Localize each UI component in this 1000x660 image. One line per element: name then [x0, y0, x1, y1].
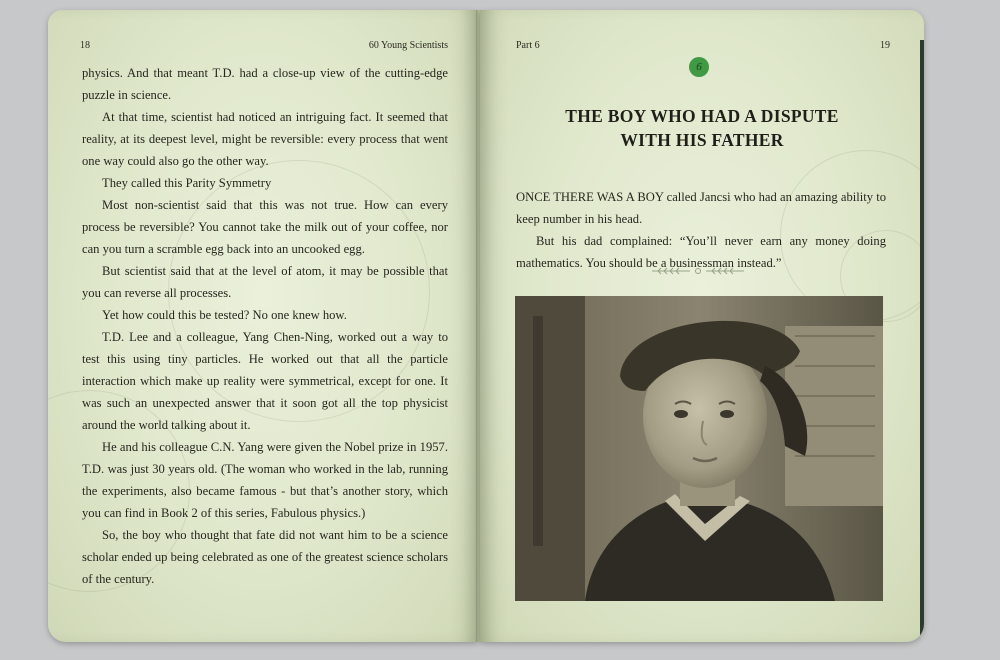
open-book: [48, 10, 924, 642]
chapter-number-badge: 6: [689, 57, 709, 77]
running-title: 60 Young Scientists: [368, 40, 448, 51]
chapter-title-line-1: THE BOY WHO HAD A DISPUTE: [565, 106, 839, 126]
ornament-divider-icon: [650, 265, 746, 277]
chapter-title-line-2: WITH HIS FATHER: [620, 130, 784, 150]
intro-paragraph: But his dad complained: “You’ll never earn any money doing mathematics. You should be a businessman instead.”: [516, 234, 886, 270]
body-paragraph: They called this Parity Symmetry: [102, 176, 272, 190]
body-paragraph: He and his colleague C.N. Yang were given the Nobel prize in 1957. T.D. was just 30 years old. (The woman who worked in the lab, running the experiments, also became famous - but that’s another story, which you can find in Book 2 of this series, Fabulous physics.): [82, 440, 448, 520]
portrait-illustration: [515, 296, 883, 601]
left-page: [48, 10, 478, 642]
body-paragraph: At that time, scientist had noticed an intriguing fact. It seemed that reality, at its deepest level, might be reversible: every process that went one way could also go the other way.: [82, 110, 448, 168]
body-paragraph: T.D. Lee and a colleague, Yang Chen-Ning, worked out a way to test this using tiny particles. He worked out that all the particle interaction which make up reality were symmetrical, except for one. It was such an unexpected answer that it soon got all the top physicist around the world talking about it.: [82, 330, 448, 432]
right-page: [480, 10, 924, 642]
page-number-left: 18: [80, 40, 90, 51]
body-paragraph: physics. And that meant T.D. had a close-up view of the cutting-edge puzzle in science.: [82, 66, 448, 102]
chapter-intro: [516, 186, 886, 274]
body-paragraph: Most non-scientist said that this was not true. How can every process be reversible? You cannot take the milk out of your coffee, nor can you turn a scramble egg back into an uncooked egg.: [82, 198, 448, 256]
body-paragraph: But scientist said that at the level of atom, it may be possible that you can reverse all processes.: [82, 264, 448, 300]
part-label: Part 6: [516, 40, 540, 51]
book-edge: [920, 40, 924, 640]
intro-paragraph: ONCE THERE WAS A BOY called Jancsi who had an amazing ability to keep number in his head.: [516, 190, 886, 226]
body-paragraph: Yet how could this be tested? No one knew how.: [102, 308, 347, 322]
body-paragraph: So, the boy who thought that fate did not want him to be a science scholar ended up being celebrated as one of the greatest science scholars of the century.: [82, 528, 448, 586]
boy-portrait-photo: [515, 296, 883, 601]
chapter-title: [520, 104, 884, 152]
left-page-body: [82, 62, 448, 590]
page-number-right: 19: [880, 40, 890, 51]
